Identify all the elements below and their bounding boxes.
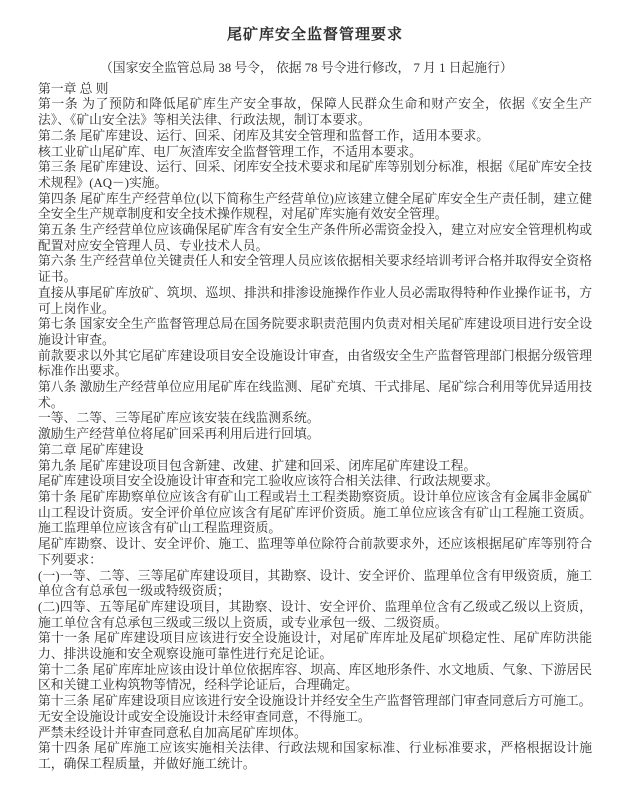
article-7-paragraph: 第七条 国家安全生产监督管理总局在国务院要求职责范围内负责对相关尾矿库建设项目进行安全设施设计审查。 — [38, 317, 592, 347]
article-11-paragraph: 第十一条 尾矿库建设项目应该进行安全设施设计，对尾矿库库址及尾矿坝稳定性、尾矿库防洪能力、排洪设施和安全观察设施可靠性进行充足论证。 — [38, 631, 592, 662]
article-13-continuation-2: 严禁未经设计并审查同意私自加高尾矿库坝体。 — [38, 725, 307, 740]
article-6-paragraph: 第六条 生产经营单位关键责任人和安全管理人员应该依据相关要求经培训考评合格并取得安全资格证书。 — [38, 254, 592, 285]
chapter-1-heading: 第一章 总 则 — [38, 81, 109, 96]
article-10-item-1: (一)一等、二等、三等尾矿库建设项目，其勘察、设计、安全评价、监理单位含有甲级资质，施工单位含有总承包一级或特级资质； — [38, 568, 592, 599]
article-4-paragraph: 第四条 尾矿库生产经营单位(以下简称生产经营单位)应该建立健全尾矿库安全生产责任制，建立健全安全生产规章制度和安全技术操作规程，对尾矿库实施有效安全管理。 — [38, 191, 592, 222]
article-10-paragraph: 第十条 尾矿库勘察单位应该含有矿山工程或岩土工程类勘察资质。设计单位应该含有金属非金属矿山工程设计资质。安全评价单位应该含有尾矿库评价资质。施工单位应该含有矿山工程施工资质。施工监理单位应该含有矿山工程监理资质。 — [38, 489, 592, 536]
article-9-continuation: 尾矿库建设项目安全设施设计审查和完工验收应该符合相关法律、行政法规要求。 — [38, 474, 499, 489]
document-subtitle: （国家安全监管总局 38 号令， 依据 78 号令进行修改， 7 月 1 日起施行） — [100, 61, 513, 75]
article-12-paragraph: 第十二条 尾矿库库址应该由设计单位依据库容、坝高、库区地形条件、水文地质、气象、下游居民区和关键工业构筑物等情况，经科学论证后，合理确定。 — [38, 662, 592, 693]
article-10-item-2: (二)四等、五等尾矿库建设项目，其勘察、设计、安全评价、监理单位含有乙级或乙级以上资质，施工单位含有总承包三级或三级以上资质，或专业承包一级、二级资质。 — [38, 599, 592, 630]
article-2-paragraph: 第二条 尾矿库建设、运行、回采、闭库及其安全管理和监督工作，适用本要求。 — [38, 128, 490, 143]
article-8-continuation-1: 一等、二等、三等尾矿库应该安装在线监测系统。 — [38, 411, 320, 426]
article-13-paragraph: 第十三条 尾矿库建设项目应该进行安全设施设计并经安全生产监督管理部门审查同意后方可施工。 — [38, 694, 592, 709]
article-6-continuation: 直接从事尾矿库放矿、筑坝、巡坝、排洪和排渗设施操作作业人员必需取得特种作业操作证书，方可上岗作业。 — [38, 285, 592, 316]
article-1-paragraph: 第一条 为了预防和降低尾矿库生产安全事故，保障人民群众生命和财产安全，依据《安全生产法》、《矿山安全法》等相关法律、行政法规，制订本要求。 — [38, 97, 592, 128]
article-8-paragraph: 第八条 激励生产经营单位应用尾矿库在线监测、尾矿充填、干式排尾、尾矿综合利用等优异适用技术。 — [38, 380, 592, 410]
article-5-paragraph: 第五条 生产经营单位应该确保尾矿库含有安全生产条件所必需资金投入，建立对应安全管理机构或配置对应安全管理人员、专业技术人员。 — [38, 223, 592, 253]
article-9-paragraph: 第九条 尾矿库建设项目包含新建、改建、扩建和回采、闭库尾矿库建设工程。 — [38, 458, 477, 473]
article-2-continuation: 核工业矿山尾矿库、电厂灰渣库安全监督管理工作，不适用本要求。 — [38, 144, 422, 159]
article-14-paragraph: 第十四条 尾矿库施工应该实施相关法律、行政法规和国家标准、行业标准要求，严格根据设计施工，确保工程质量，并做好施工统计。 — [38, 741, 592, 771]
article-7-continuation: 前款要求以外其它尾矿库建设项目安全设施设计审查，由省级安全生产监督管理部门根据分级管理标准作出要求。 — [38, 348, 592, 379]
article-8-continuation-2: 激励生产经营单位将尾矿回采再利用后进行回填。 — [38, 427, 320, 442]
article-13-continuation-1: 无安全设施设计或安全设施设计未经审查同意，不得施工。 — [38, 709, 371, 724]
chapter-2-heading: 第二章 尾矿库建设 — [38, 442, 144, 457]
article-3-paragraph: 第三条 尾矿库建设、运行、回采、闭库安全技术要求和尾矿库等别划分标准，根据《尾矿库安全技术规程》(AQ－)实施。 — [38, 160, 592, 190]
article-10-continuation: 尾矿库勘察、设计、安全评价、施工、监理等单位除符合前款要求外，还应该根据尾矿库等别符合下列要求： — [38, 537, 592, 567]
document-title: 尾矿库安全监督管理要求 — [226, 27, 403, 43]
